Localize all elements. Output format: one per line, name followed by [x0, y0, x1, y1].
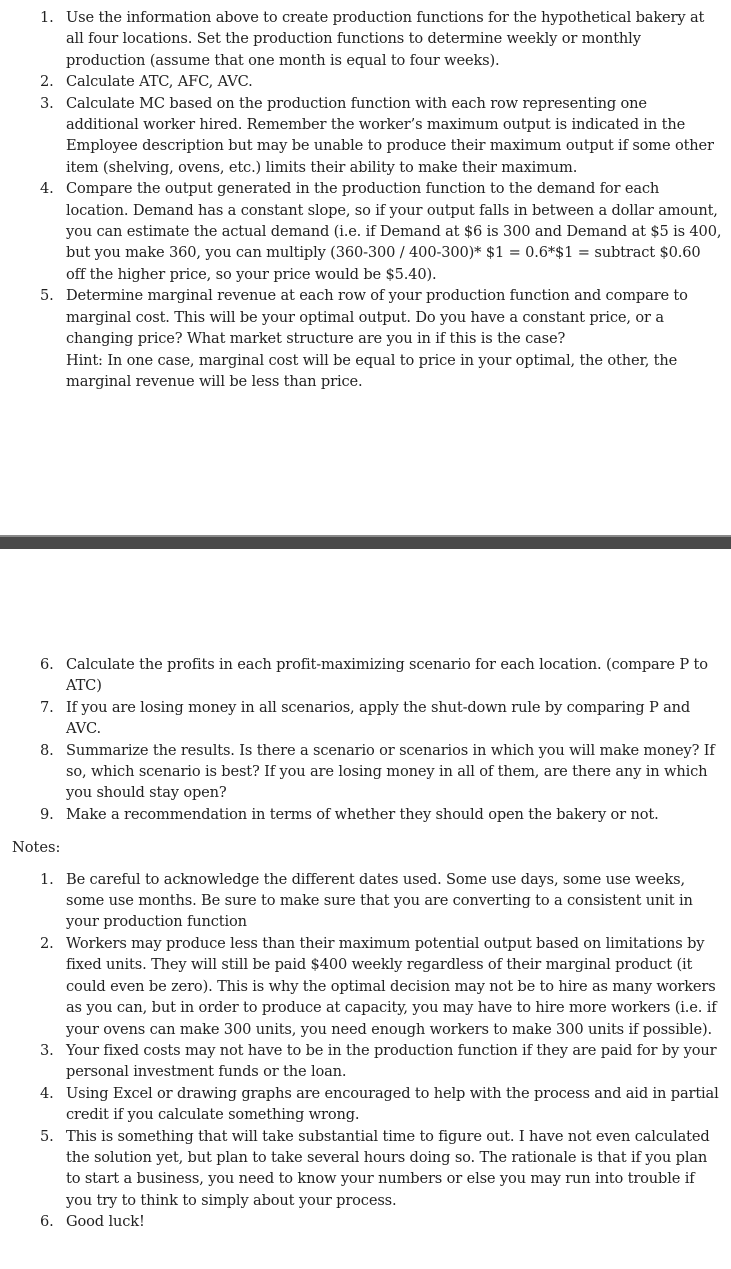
notes-heading: Notes: — [12, 839, 61, 857]
step-text: Use the information above to create production functions for the hypothetical bakery at all four locations. Set the production functions to determine weekly or monthly production (assume that one month is equal to four weeks). — [66, 9, 705, 69]
step-item — [0, 178, 731, 285]
step-item — [0, 740, 731, 804]
note-item — [0, 1126, 731, 1212]
note-item — [0, 933, 731, 1040]
step-number: 4. — [40, 180, 54, 198]
step-text: If you are losing money in all scenarios, apply the shut-down rule by comparing P and AVC. — [66, 698, 691, 738]
step-text: Summarize the results. Is there a scenario or scenarios in which you will make money? If so, which scenario is best? If you are losing money in all of them, are there any in which you should stay open? — [66, 741, 715, 802]
notes-list — [0, 869, 731, 1233]
step-item — [0, 7, 731, 71]
note-number: 4. — [40, 1084, 54, 1102]
note-text: This is something that will take substantial time to figure out. I have not even calculated the solution yet, but plan to take several hours doing so. The rationale is that if you plan to start a business, you need to know your numbers or else you may run into trouble if you try to think to simply about your process. — [66, 1127, 710, 1209]
note-number: 2. — [40, 934, 54, 952]
note-number: 1. — [40, 870, 54, 888]
step-item — [0, 285, 731, 392]
step-number: 5. — [40, 287, 54, 305]
step-number: 6. — [40, 656, 54, 673]
note-item — [0, 1211, 731, 1232]
step-number: 8. — [40, 741, 54, 759]
step-text: Calculate the profits in each profit-maximizing scenario for each location. (compare P to ATC) — [66, 656, 708, 695]
step-text: Calculate MC based on the production function with each row representing one additional worker hired. Remember the worker’s maximum output is indicated in the Employee description but may be unable to produce their maximum output if some other item (shelving, ovens, etc.) limits their ability to make their maximum. — [66, 94, 714, 176]
steps-list-bottom — [0, 654, 731, 825]
note-text: Your fixed costs may not have to be in the production function if they are paid for by your personal investment funds or the loan. — [66, 1041, 717, 1081]
note-number: 5. — [40, 1127, 54, 1145]
note-item — [0, 869, 731, 933]
step-text: Determine marginal revenue at each row of your production function and compare to marginal cost. This will be your optimal output. Do you have a constant price, or a changing price? What market structure are you in if this is the case? — [66, 287, 688, 348]
step-text: Make a recommendation in terms of whether they should open the bakery or not. — [66, 805, 659, 823]
step-number: 1. — [40, 9, 54, 26]
note-item — [0, 1083, 731, 1126]
step-number: 2. — [40, 73, 54, 91]
step-number: 3. — [40, 94, 54, 112]
instructions-top-section — [0, 0, 731, 392]
hint-text: Hint: In one case, marginal cost will be equal to price in your optimal, the other, the marginal revenue will be less than price. — [66, 351, 678, 390]
note-text: Good luck! — [66, 1213, 145, 1231]
note-text: Workers may produce less than their maximum potential output based on limitations by fixed units. They will still be paid $400 weekly regardless of their marginal product (it could even be zero). This is why the optimal decision may not be to hire as many workers as you can, but in order to produce at capacity, you may have to hire more workers (i.e. if your ovens can make 300 units, you need enough workers to make 300 units if possible). — [66, 934, 717, 1038]
step-item — [0, 804, 731, 825]
note-number: 3. — [40, 1041, 54, 1059]
steps-list-top — [0, 0, 731, 392]
step-item — [0, 71, 731, 92]
step-text: Compare the output generated in the production function to the demand for each location. Demand has a constant slope, so if your output falls in between a dollar amount, you can estimate the actual demand (i.e. if Demand at $6 is 300 and Demand at $5 is 400, but you make 360, you can multiply (360-300 / 400-300)* $1 = 0.6*$1 = subtract $0.60 off the higher price, so your price would be $5.40). — [66, 180, 722, 283]
step-number: 9. — [40, 805, 54, 823]
note-number: 6. — [40, 1213, 54, 1231]
step-text: Calculate ATC, AFC, AVC. — [66, 73, 253, 91]
instructions-bottom-section — [0, 654, 731, 1233]
step-item — [0, 654, 731, 697]
step-item — [0, 93, 731, 179]
page-divider — [0, 535, 731, 549]
step-item — [0, 697, 731, 740]
note-text: Using Excel or drawing graphs are encouraged to help with the process and aid in partial credit if you calculate something wrong. — [66, 1084, 719, 1124]
note-text: Be careful to acknowledge the different dates used. Some use days, some use weeks, some use months. Be sure to make sure that you are converting to a consistent unit in your production function — [66, 870, 693, 931]
note-item — [0, 1040, 731, 1083]
step-number: 7. — [40, 698, 54, 716]
